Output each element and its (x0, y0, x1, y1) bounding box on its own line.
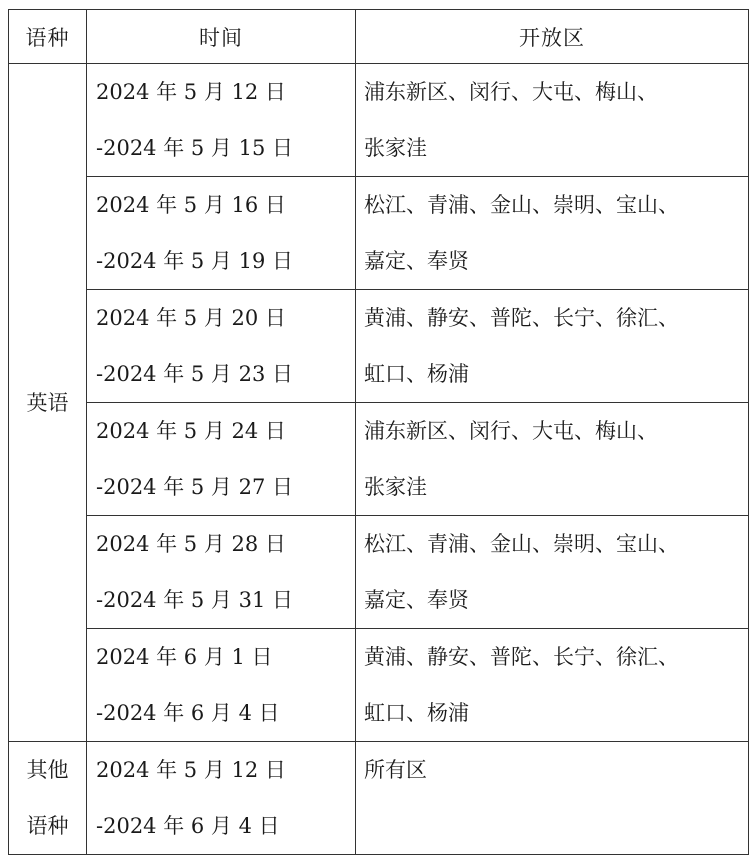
time-end: -2024 年 5 月 27 日 (96, 475, 293, 499)
area-cell (356, 742, 749, 855)
header-language: 语种 (9, 10, 87, 64)
area-line: 黄浦、静安、普陀、长宁、徐汇、 (364, 645, 679, 669)
time-end: -2024 年 6 月 4 日 (96, 814, 280, 838)
area-line: 虹口、杨浦 (364, 362, 469, 386)
area-cell (356, 64, 749, 177)
time-end: -2024 年 5 月 31 日 (96, 588, 293, 612)
area-line: 浦东新区、闵行、大屯、梅山、 (364, 80, 658, 104)
area-cell (356, 403, 749, 516)
time-start: 2024 年 5 月 12 日 (96, 80, 286, 104)
area-cell (356, 629, 749, 742)
time-end: -2024 年 5 月 23 日 (96, 362, 293, 386)
time-start: 2024 年 5 月 12 日 (96, 758, 286, 782)
area-line: 所有区 (364, 758, 427, 782)
area-line: 黄浦、静安、普陀、长宁、徐汇、 (364, 306, 679, 330)
table-row-other-languages (9, 742, 749, 855)
time-cell (87, 290, 356, 403)
time-cell (87, 403, 356, 516)
language-cell-other (9, 742, 87, 855)
time-end: -2024 年 5 月 19 日 (96, 249, 293, 273)
area-line: 嘉定、奉贤 (364, 249, 469, 273)
language-cell-english: 英语 (9, 64, 87, 742)
table-row (9, 516, 749, 629)
time-cell (87, 516, 356, 629)
time-start: 2024 年 5 月 28 日 (96, 532, 286, 556)
time-start: 2024 年 5 月 20 日 (96, 306, 286, 330)
time-start: 2024 年 5 月 16 日 (96, 193, 286, 217)
schedule-table-container (8, 9, 748, 855)
table-row (9, 290, 749, 403)
table-row (9, 64, 749, 177)
header-time: 时间 (87, 10, 356, 64)
area-line: 嘉定、奉贤 (364, 588, 469, 612)
header-row (9, 10, 749, 64)
area-line: 张家洼 (364, 136, 427, 160)
time-cell (87, 629, 356, 742)
time-cell (87, 177, 356, 290)
area-line: 浦东新区、闵行、大屯、梅山、 (364, 419, 658, 443)
schedule-table (8, 9, 749, 855)
table-row (9, 629, 749, 742)
time-start: 2024 年 5 月 24 日 (96, 419, 286, 443)
area-cell (356, 290, 749, 403)
time-start: 2024 年 6 月 1 日 (96, 645, 273, 669)
table-row (9, 403, 749, 516)
language-label-line: 其他 (26, 758, 69, 782)
language-label-line: 语种 (26, 814, 69, 838)
area-line: 松江、青浦、金山、崇明、宝山、 (364, 193, 679, 217)
time-end: -2024 年 5 月 15 日 (96, 136, 293, 160)
area-line: 虹口、杨浦 (364, 701, 469, 725)
area-line: 松江、青浦、金山、崇明、宝山、 (364, 532, 679, 556)
time-end: -2024 年 6 月 4 日 (96, 701, 280, 725)
area-line: 张家洼 (364, 475, 427, 499)
area-cell (356, 516, 749, 629)
table-row (9, 177, 749, 290)
time-cell (87, 64, 356, 177)
time-cell (87, 742, 356, 855)
area-cell (356, 177, 749, 290)
header-area: 开放区 (356, 10, 749, 64)
